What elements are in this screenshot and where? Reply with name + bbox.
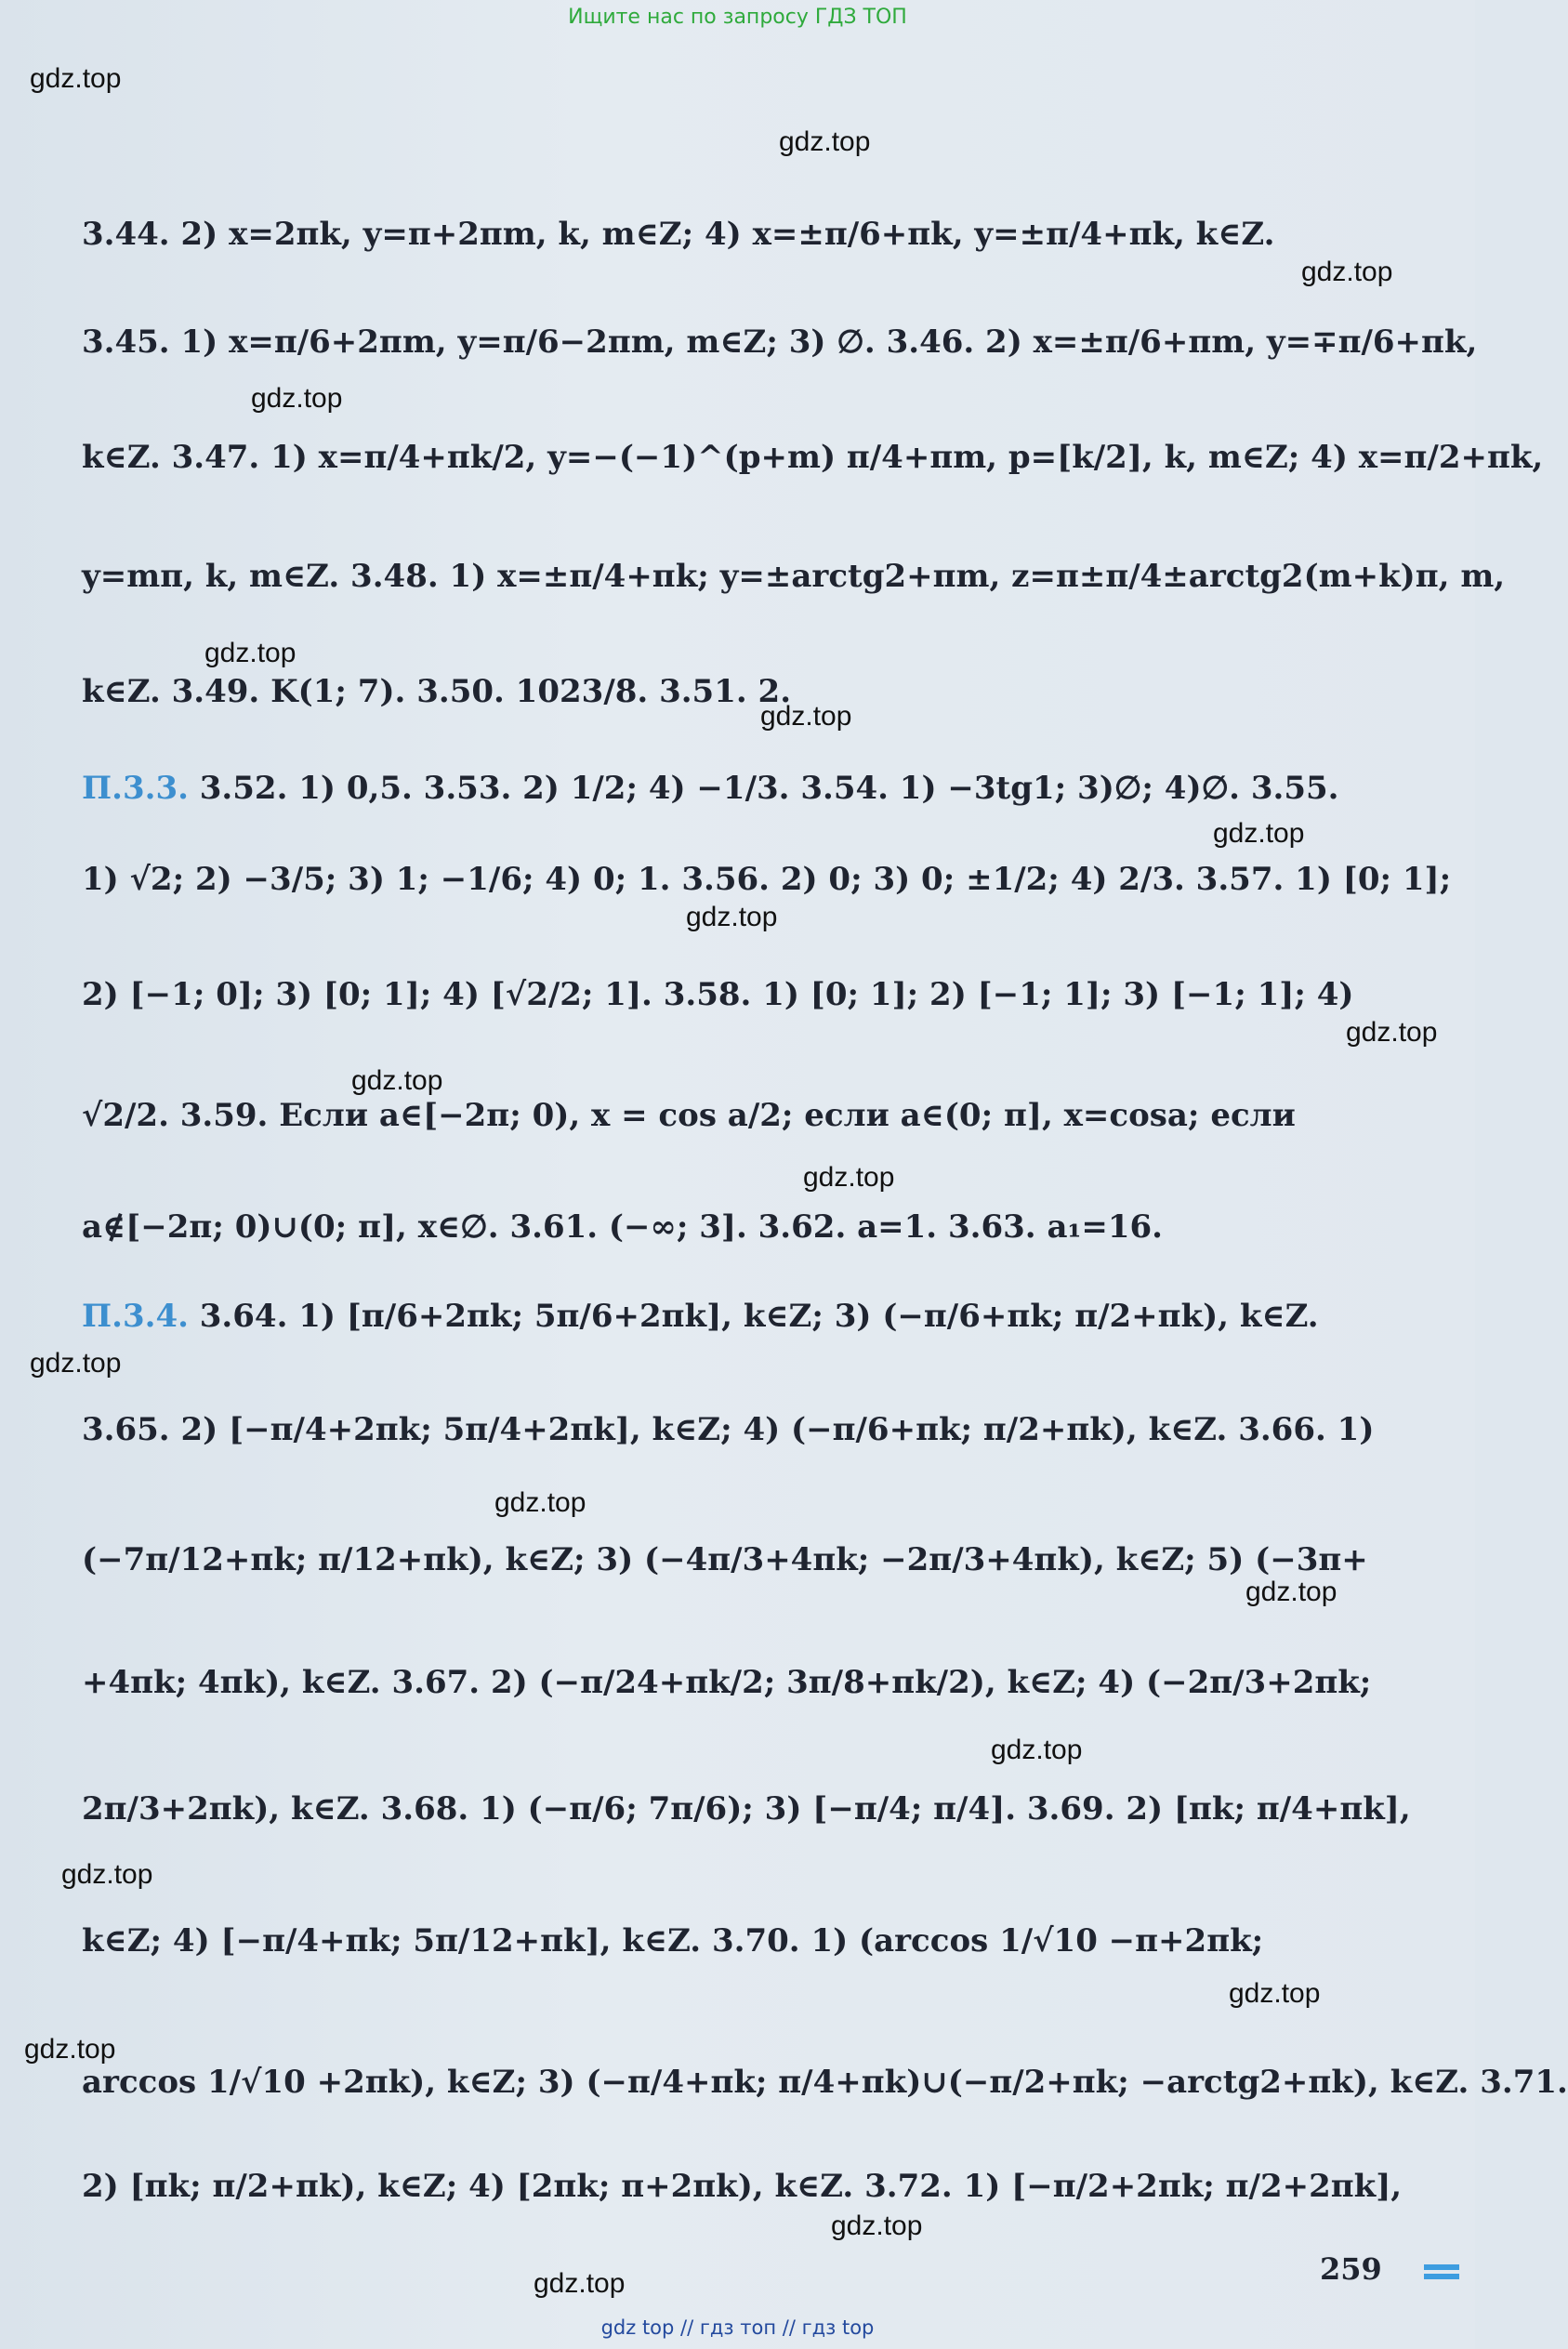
- answer-line: arccos 1/√10 +2πk), k∈Z; 3) (−π/4+πk; π/4+πk)∪(−π/2+πk; −arctg2+πk), k∈Z. 3.71.: [82, 2064, 1568, 2101]
- answer-line: k∈Z; 4) [−π/4+πk; 5π/12+πk], k∈Z. 3.70. 1) (arccos 1/√10 −π+2πk;: [82, 1922, 1264, 1960]
- answer-line: 3.65. 2) [−π/4+2πk; 5π/4+2πk], k∈Z; 4) (−π/6+πk; π/2+πk), k∈Z. 3.66. 1): [82, 1411, 1375, 1448]
- answer-line: +4πk; 4πk), k∈Z. 3.67. 2) (−π/24+πk/2; 3π/8+πk/2), k∈Z; 4) (−2π/3+2πk;: [82, 1664, 1372, 1701]
- answer-line: 2) [πk; π/2+πk), k∈Z; 4) [2πk; π+2πk), k∈Z. 3.72. 1) [−π/2+2πk; π/2+2πk],: [82, 2168, 1403, 2205]
- answer-line: 2π/3+2πk), k∈Z. 3.68. 1) (−π/6; 7π/6); 3) [−π/4; π/4]. 3.69. 2) [πk; π/4+πk],: [82, 1790, 1411, 1828]
- answer-line-section-3-4: П.3.4. 3.64. 1) [π/6+2πk; 5π/6+2πk], k∈Z; 3) (−π/6+πk; π/2+πk), k∈Z.: [82, 1298, 1319, 1335]
- section-heading: П.3.3.: [82, 770, 189, 807]
- watermark: gdz.top: [494, 1487, 586, 1518]
- answer-line: √2/2. 3.59. Если a∈[−2π; 0), x = cos a/2; если a∈(0; π], x=cosa; если: [82, 1097, 1296, 1134]
- header-link[interactable]: Ищите нас по запросу ГДЗ ТОП: [568, 6, 907, 29]
- watermark: gdz.top: [1301, 257, 1393, 287]
- watermark: gdz.top: [779, 126, 871, 157]
- answer-line: (−7π/12+πk; π/12+πk), k∈Z; 3) (−4π/3+4πk; −2π/3+4πk), k∈Z; 5) (−3π+: [82, 1541, 1368, 1578]
- watermark: gdz.top: [351, 1065, 443, 1096]
- watermark: gdz.top: [61, 1859, 153, 1890]
- watermark: gdz.top: [760, 701, 852, 732]
- answer-line: 1) √2; 2) −3/5; 3) 1; −1/6; 4) 0; 1. 3.56. 2) 0; 3) 0; ±1/2; 4) 2/3. 3.57. 1) [0; 1];: [82, 861, 1452, 898]
- answer-line: 2) [−1; 0]; 3) [0; 1]; 4) [√2/2; 1]. 3.58. 1) [0; 1]; 2) [−1; 1]; 3) [−1; 1]; 4): [82, 976, 1354, 1013]
- watermark: gdz.top: [1213, 818, 1305, 849]
- watermark: gdz.top: [534, 2268, 626, 2299]
- watermark: gdz.top: [30, 63, 122, 94]
- watermark: gdz.top: [24, 2034, 116, 2065]
- watermark: gdz.top: [686, 902, 778, 932]
- section-heading: П.3.4.: [82, 1298, 189, 1335]
- answer-line-section-3-3: П.3.3. 3.52. 1) 0,5. 3.53. 2) 1/2; 4) −1/3. 3.54. 1) −3tg1; 3)∅; 4)∅. 3.55.: [82, 770, 1339, 807]
- page-marker-bar: [1424, 2274, 1459, 2279]
- watermark: gdz.top: [251, 383, 343, 414]
- watermark: gdz.top: [30, 1348, 122, 1379]
- page-marker-bar: [1424, 2264, 1459, 2270]
- watermark: gdz.top: [1346, 1017, 1438, 1048]
- watermark: gdz.top: [1229, 1978, 1321, 2009]
- answer-line: 3.45. 1) x=π/6+2πm, y=π/6−2πm, m∈Z; 3) ∅. 3.46. 2) x=±π/6+πm, y=∓π/6+πk,: [82, 323, 1478, 361]
- watermark: gdz.top: [803, 1162, 895, 1193]
- answer-line: y=mπ, k, m∈Z. 3.48. 1) x=±π/4+πk; y=±arctg2+πm, z=π±π/4±arctg2(m+k)π, m,: [82, 558, 1506, 595]
- answer-line: k∈Z. 3.49. K(1; 7). 3.50. 1023/8. 3.51. 2.: [82, 673, 792, 710]
- answer-line: a∉[−2π; 0)∪(0; π], x∈∅. 3.61. (−∞; 3]. 3.62. a=1. 3.63. a₁=16.: [82, 1208, 1164, 1246]
- answer-line: k∈Z. 3.47. 1) x=π/4+πk/2, y=−(−1)^(p+m) π/4+πm, p=[k/2], k, m∈Z; 4) x=π/2+πk,: [82, 439, 1544, 476]
- watermark: gdz.top: [204, 638, 296, 668]
- watermark: gdz.top: [991, 1735, 1083, 1765]
- watermark: gdz.top: [1245, 1577, 1337, 1607]
- watermark: gdz.top: [831, 2210, 923, 2241]
- footer-link[interactable]: gdz top // гдз топ // гдз top: [600, 2316, 875, 2339]
- answer-line: 3.44. 2) x=2πk, y=π+2πm, k, m∈Z; 4) x=±π/6+πk, y=±π/4+πk, k∈Z.: [82, 216, 1275, 253]
- page-number: 259: [1320, 2251, 1382, 2287]
